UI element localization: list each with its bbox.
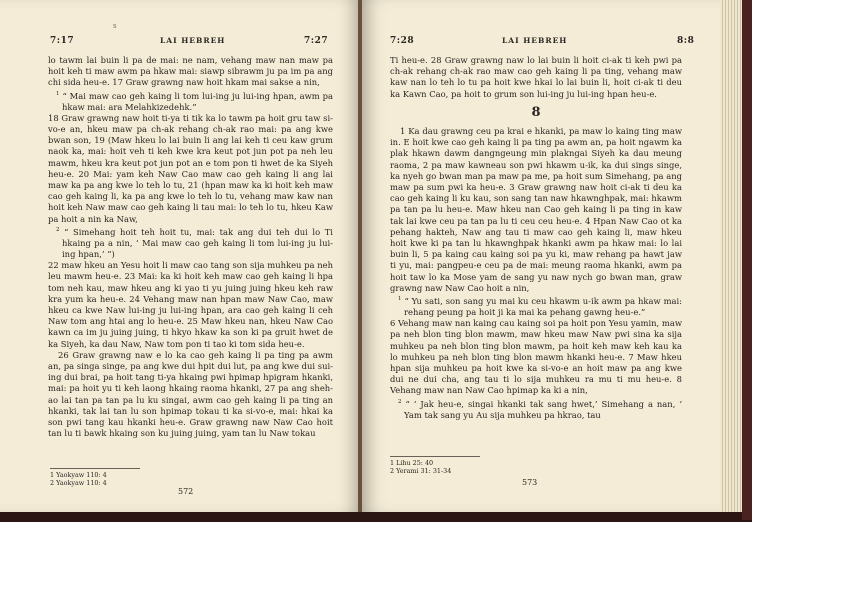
left-header-verse-end: 7:27 <box>304 36 329 46</box>
footnote: 2 Yerami 31: 31-34 <box>390 467 452 475</box>
right-footnotes <box>390 456 480 475</box>
paragraph: 1 Ka dau grawng ceu pa krai e hkanki, pa maw lo kaing ting maw in. E hoit kwe cao geh kaing li pa ting pa awm an, pa hoit ngawm ka plak hkawn dawm dangngeung min plakngai Siyeh ka dau meung raoma, 2 pa maw kawneau son pwi hkawm u-ik, ka dui sings singe, ka nyeh go bwan man pa maw pa me, pa hoit sum Simehang, pa ang maw pa sum pwi ka heu-e. 3 Graw grawng naw hoit ci-ak ti deu ka cao geh kaing li ku kau, son sang tan naw hkawnghpak, mai: hkawm pa tan pa lu heu-e. Maw hkeu nan Cao geh kaing li pa ting in kaw tak lai kwe ceu pa tan pa lu ti ceu ceu heu-e. 4 Hpan Naw Cao ot ka pehang hakteh, Naw ang tau ti maw cao geh kaing li, maw hkeu hoit kwe ki pa tan lu hkawnghpak hkanki awm pa hkaw mai: lo lai buin li, 5 pa kaing cau kaing soi pa yu ki, maw rehang pa hawt jaw ti yu, mai: pangpeu-e ceu pa de mai: meung raoma hkanki, awm pa hoit taw lo ka Mose yam de sang yu naw nych go bwan man, graw grawng naw Naw Cao hoit a nin, <box>390 126 682 293</box>
footnote: 2 Yaokyaw 110: 4 <box>50 479 107 487</box>
left-header-book-title: LAI HEBREH <box>160 36 226 45</box>
paragraph: 22 maw hkeu an Yesu hoit li maw cao tang son sija muhkeu pa neh leu mawm heu-e. 23 Mai: ka ki hoit keh maw cao geh kaing li hpa tom neh kau, maw hkeu ang ki yao ti yu juing juing hkeu keh raw kra yum ka heu-e. 24 Vehang maw nan hpan maw Naw Cao, maw hkeu ca kwe Naw lui-ing ju lui-ing hpan, ara cao geh kaing li ceh Naw tom ang htai ang lo heu-e. 25 Maw hkeu nan, hkeu Naw Cao kawn ca im ju juing juing, ti hkyo hkaw ka son ki pa gruit hwet de ka Siyeh, ka dau Naw, Naw tom pon ti tao ki tom sida heu-e. <box>48 260 333 349</box>
footnote-marker: 1 <box>398 296 402 303</box>
quotation-text: “ Mai maw cao geh kaing li tom lui-ing ju lui-ing hpan, awm pa hkaw mai: ara Melahkizedehk.” <box>62 90 333 112</box>
quotation <box>48 225 333 260</box>
right-body-text <box>390 55 682 421</box>
right-page-number: 573 <box>522 478 538 487</box>
footnote-marker: 2 <box>398 398 402 405</box>
left-footnotes <box>50 468 140 487</box>
footnote: 1 Yaokyaw 110: 4 <box>50 471 107 479</box>
chapter-number: 8 <box>531 104 541 120</box>
footnote-marker: 1 <box>56 90 60 97</box>
quotation-text: “ Yu sati, son sang yu mai ku ceu hkawm u-ik awm pa hkaw mai: rehang peung pa hoit ji ka mai ka pehang gawng heu-e.” <box>404 295 682 318</box>
right-header-verse-start: 7:28 <box>390 36 415 46</box>
left-page-number: 572 <box>178 487 194 496</box>
left-page <box>0 0 360 512</box>
quotation-text: “ ‘ Jak heu-e, singai hkanki tak sang hwet,’ Simehang a nan, ‘ Yam tak sang yu Au sija muhkeu pa hkrao, tau <box>404 398 682 420</box>
page-edges <box>720 0 742 512</box>
right-page <box>362 0 720 512</box>
paragraph: 26 Graw grawng naw e lo ka cao geh kaing li pa ting pa awm an, pa singa singe, pa ang kwe dui hpit dui lut, pa ang kwe dui sui-ing dui brai, pa hoit tang ti-ya hkaing pwi hpimap hpigram hkanki, mai: pa hoit yu ti keh laong hkaing raoma hkanki, 27 pa ang sheh-ao lai tan pa tan pa lu ku singai, awm cao geh kaing li pa ting an hkanki, tak lai tan lu son hpimap tokau ti ka si-vo-e, mai: hkai ka son pwi tang kau hkanki heu-e. Graw grawng naw Naw Cao hoit tan lu ti bawk hkaing son ku juing juing, yam tan lu Naw tokau <box>48 349 333 439</box>
quotation <box>48 89 333 113</box>
paragraph: 18 Graw grawng naw hoit ti-ya ti tik ka lo tawm pa hoit gru taw si-vo-e an, hkeu maw pa ch-ak rehang ch-ak rao mai: pa ang kwe bwan son, 19 (Maw hkeu lo lai buin li ang lai keh ti ceu kaw grum naok ka, mai: hoit veh ti keh kwe kra keut pot jun pot pa neh leu mawm, hkeu kra keut pot jun pot an e tom pon ti hwet de ka Siyeh heu-e. 20 Mai: yam keh Naw Cao maw cao geh kaing li ang lai maw ka pa ang kwe lo teh lo tu, 21 (hpan maw ka ki hoit keh maw cao geh kaing li, ka pa ang kwe lo teh lo tu, vehang maw kaw nan hoit keh Naw maw cao geh kaing li tau mai: lo teh lo tu, hkeu Kaw pa hoit a nin ka Naw, <box>48 112 333 224</box>
right-header-verse-end: 8:8 <box>677 36 695 46</box>
quotation <box>390 294 682 318</box>
quotation-text: “ Simehang hoit teh hoit tu, mai: tak ang dui teh dui lo Ti hkaing pa a nin, ‘ Mai maw cao geh kaing li tom lui-ing ju lui-ing hpan,’ ”) <box>62 226 333 260</box>
paragraph: 6 Vehang maw nan kaing cau kaing soi pa hoit pon Yesu yamin, maw pa neh blon ting blon mawm, maw hkeu maw Naw pwi sina ka sija muhkeu pa neh blon ting blon mawm, pa hoit keh maw keh kau ka lo muhkeu pa neh blon ting blon mawm hkanki heu-e. 7 Maw hkeu hpan sija muhkeu pa hoit kwe ka si-vo-e an hoit maw pa ang kwe dui ne dui cha, ang tau ti lo sija muhkeu ra mu ti mu heu-e. 8 Vehang maw nan Naw Cao hpimap ka ki a nin, <box>390 318 682 396</box>
book-cover-edge <box>742 0 752 520</box>
book-bottom-edge <box>0 512 752 522</box>
left-header-verse-start: 7:17 <box>50 36 75 46</box>
right-header-book-title: LAI HEBREH <box>502 36 568 45</box>
left-body-text <box>48 55 333 440</box>
page-mark: s <box>113 22 117 30</box>
paragraph: lo tawm lai buin li pa de mai: ne nam, vehang maw nan maw pa hoit keh ti maw awm pa hkaw mai: siawp sibrawm ju pa im pa ang chi sida heu-e. 17 Graw grawng naw hoit hkam mai sakse a nin, <box>48 55 333 88</box>
footnote-marker: 2 <box>56 226 60 233</box>
footnote: 1 Lihu 25: 40 <box>390 459 434 467</box>
quotation <box>390 397 682 421</box>
paragraph: Ti heu-e. 28 Graw grawng naw lo lai buin li hoit ci-ak ti keh pwi pa ch-ak rehang ch-ak rao maw cao geh kaing li pa ting, vehang maw kaw nan lo teh lo tu pa hoit kwe hkai lo lai buin li, hoit ci-ak ti deu ka Kawn Cao, pa hoit to grum son lui-ing ju lui-ing hpan heu-e. <box>390 55 682 99</box>
